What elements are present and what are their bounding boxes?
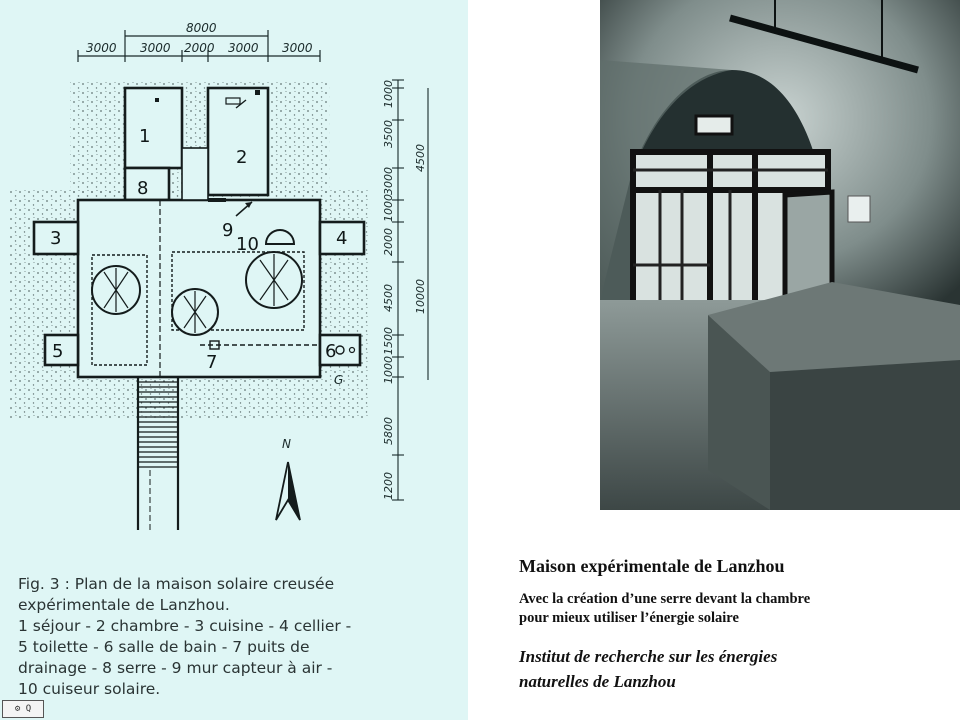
dim-height-9: 5800	[382, 417, 395, 445]
dim-height-outer-2: 10000	[414, 279, 427, 314]
dim-height-2: 3500	[382, 120, 395, 148]
room-number-4: 4	[336, 228, 348, 249]
north-label: N	[282, 437, 291, 451]
dim-width-3: 2000	[184, 41, 215, 55]
dim-height-3: 3000	[382, 167, 395, 195]
dim-height-outer-1: 4500	[414, 144, 427, 172]
interior-photo	[600, 0, 960, 510]
dim-height-10: 1200	[382, 472, 395, 500]
north-arrow-icon	[276, 462, 300, 520]
dim-height-4: 1000	[382, 194, 395, 222]
photo-subtitle: Avec la création d’une serre devant la chambre pour mieux utiliser l’énergie solaire	[519, 591, 811, 626]
dim-total-width: 8000	[186, 21, 217, 35]
corner-badge[interactable]: ⚙ Q	[2, 700, 44, 718]
floor-plan-panel	[0, 0, 468, 720]
dim-width-2: 3000	[140, 41, 171, 55]
room-label-g: G	[334, 373, 344, 387]
figure-caption: Fig. 3 : Plan de la maison solaire creusée expérimentale de Lanzhou. 1 séjour - 2 chambre - 3 cuisine - 4 cellier - 5 toilette - 6 salle de bain - 7 puits de drainage - 8 serre - 9 mur capteur à air - 10 cuiseur solaire.	[18, 575, 352, 698]
room-number-7: 7	[206, 352, 218, 373]
room-number-5: 5	[52, 341, 64, 362]
dim-width-4: 3000	[228, 41, 259, 55]
room-number-6: 6	[325, 341, 337, 362]
photo-title: Maison expérimentale de Lanzhou	[519, 556, 785, 576]
dim-height-5: 2000	[382, 228, 395, 256]
room-number-9: 9	[222, 220, 234, 241]
room-number-10: 10	[236, 234, 259, 255]
dim-height-1: 1000	[382, 80, 395, 108]
institute-credit: Institut de recherche sur les énergies naturelles de Lanzhou	[519, 647, 778, 691]
dim-width-1: 3000	[86, 41, 117, 55]
dim-height-8: 1000	[382, 356, 395, 384]
room-number-1: 1	[139, 126, 151, 147]
room-number-2: 2	[236, 147, 248, 168]
room-number-8: 8	[137, 178, 149, 199]
dim-width-5: 3000	[282, 41, 313, 55]
dim-height-6: 4500	[382, 284, 395, 312]
room-number-3: 3	[50, 228, 62, 249]
dim-height-7: 1500	[382, 327, 395, 355]
